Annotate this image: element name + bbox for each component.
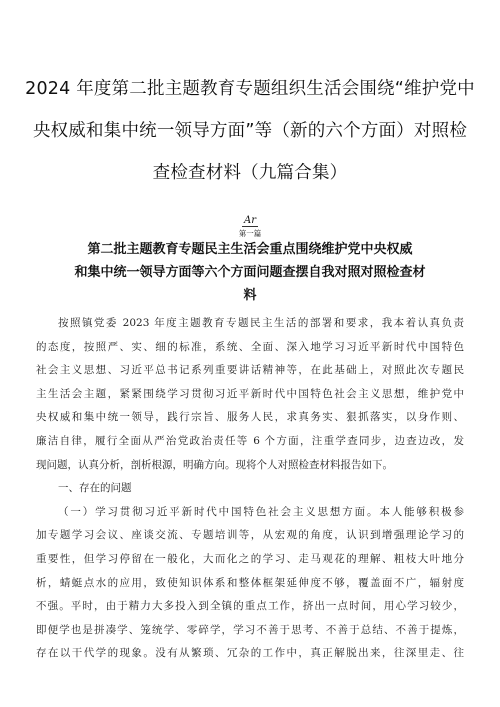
body-line: 现问题，认真分析，剖析根源，明确方向。现将个人对照检查材料报告如下。 — [36, 458, 393, 471]
body-line: 央权威和集中统一领导，践行宗旨、服务人民，求真务实、狠抓落实，以身作则、 — [36, 411, 464, 424]
section-heading: 一、存在的问题 — [58, 482, 132, 495]
body-line: 析，蜻蜓点水的应用，致使知识体系和整体框架延伸度不够，覆盖面不广，辐射度 — [36, 576, 464, 589]
section-title-line: 第二批主题教育专题民主生活会重点围绕维护党中央权威 — [87, 242, 413, 257]
body-text — [36, 312, 464, 666]
body-line: 加专题学习会议、座谈交流、专题培训等，从宏观的角度，认识到增强理论学习的 — [36, 529, 464, 542]
section-title-line: 料 — [243, 288, 257, 303]
document-title — [20, 68, 480, 194]
body-line: 廉洁自律，履行全面从严治党政治责任等 6 个方面，注重学查同步，边查边改，发 — [36, 434, 464, 447]
part-label: 第一篇 — [238, 229, 262, 238]
body-line: 按照镇党委 2023 年度主题教育专题民主生活的部署和要求，我本着认真负责 — [58, 317, 464, 329]
body-line: 不强。平时，由于精力大多投入到全镇的重点工作，挤出一点时间，用心学习较少， — [36, 600, 464, 613]
body-line: 存在以干代学的现象。没有从繁琐、冗杂的工作中，真正解脱出来，往深里走、往 — [36, 647, 464, 660]
section-title — [40, 238, 460, 307]
title-line: 2024 年度第二批主题教育专题组织生活会围绕“维护党中 — [25, 79, 475, 99]
body-line: 主生活会主题，紧紧围绕学习贯彻习近平新时代中国特色社会主义思想，维护党中 — [36, 387, 464, 400]
body-line: 社会主义思想、习近平总书记系列重要讲话精神等，在此基础上，对照此次专题民 — [36, 364, 464, 377]
body-line: （一）学习贯彻习近平新时代中国特色社会主义思想方面。本人能够积极参 — [58, 505, 464, 518]
section-marker — [0, 208, 500, 240]
section-title-line: 和集中统一领导方面等六个方面问题查摆自我对照对照检查材 — [74, 265, 426, 280]
body-line: 的态度，按照严、实、细的标准，系统、全面、深入地学习习近平新时代中国特色 — [36, 340, 464, 353]
body-line: 重要性，但学习停留在一般化，大而化之的学习、走马观花的理解、粗枝大叶地分 — [36, 552, 464, 565]
title-line: 央权威和集中统一领导方面”等（新的六个方面）对照检 — [32, 121, 468, 141]
title-line: 查检查材料（九篇合集） — [152, 163, 348, 183]
signature-mark: Ar — [243, 215, 256, 226]
body-line: 即便学也是拼凑学、笼统学、零碎学，学习不善于思考、不善于总结、不善于提炼， — [36, 623, 464, 636]
